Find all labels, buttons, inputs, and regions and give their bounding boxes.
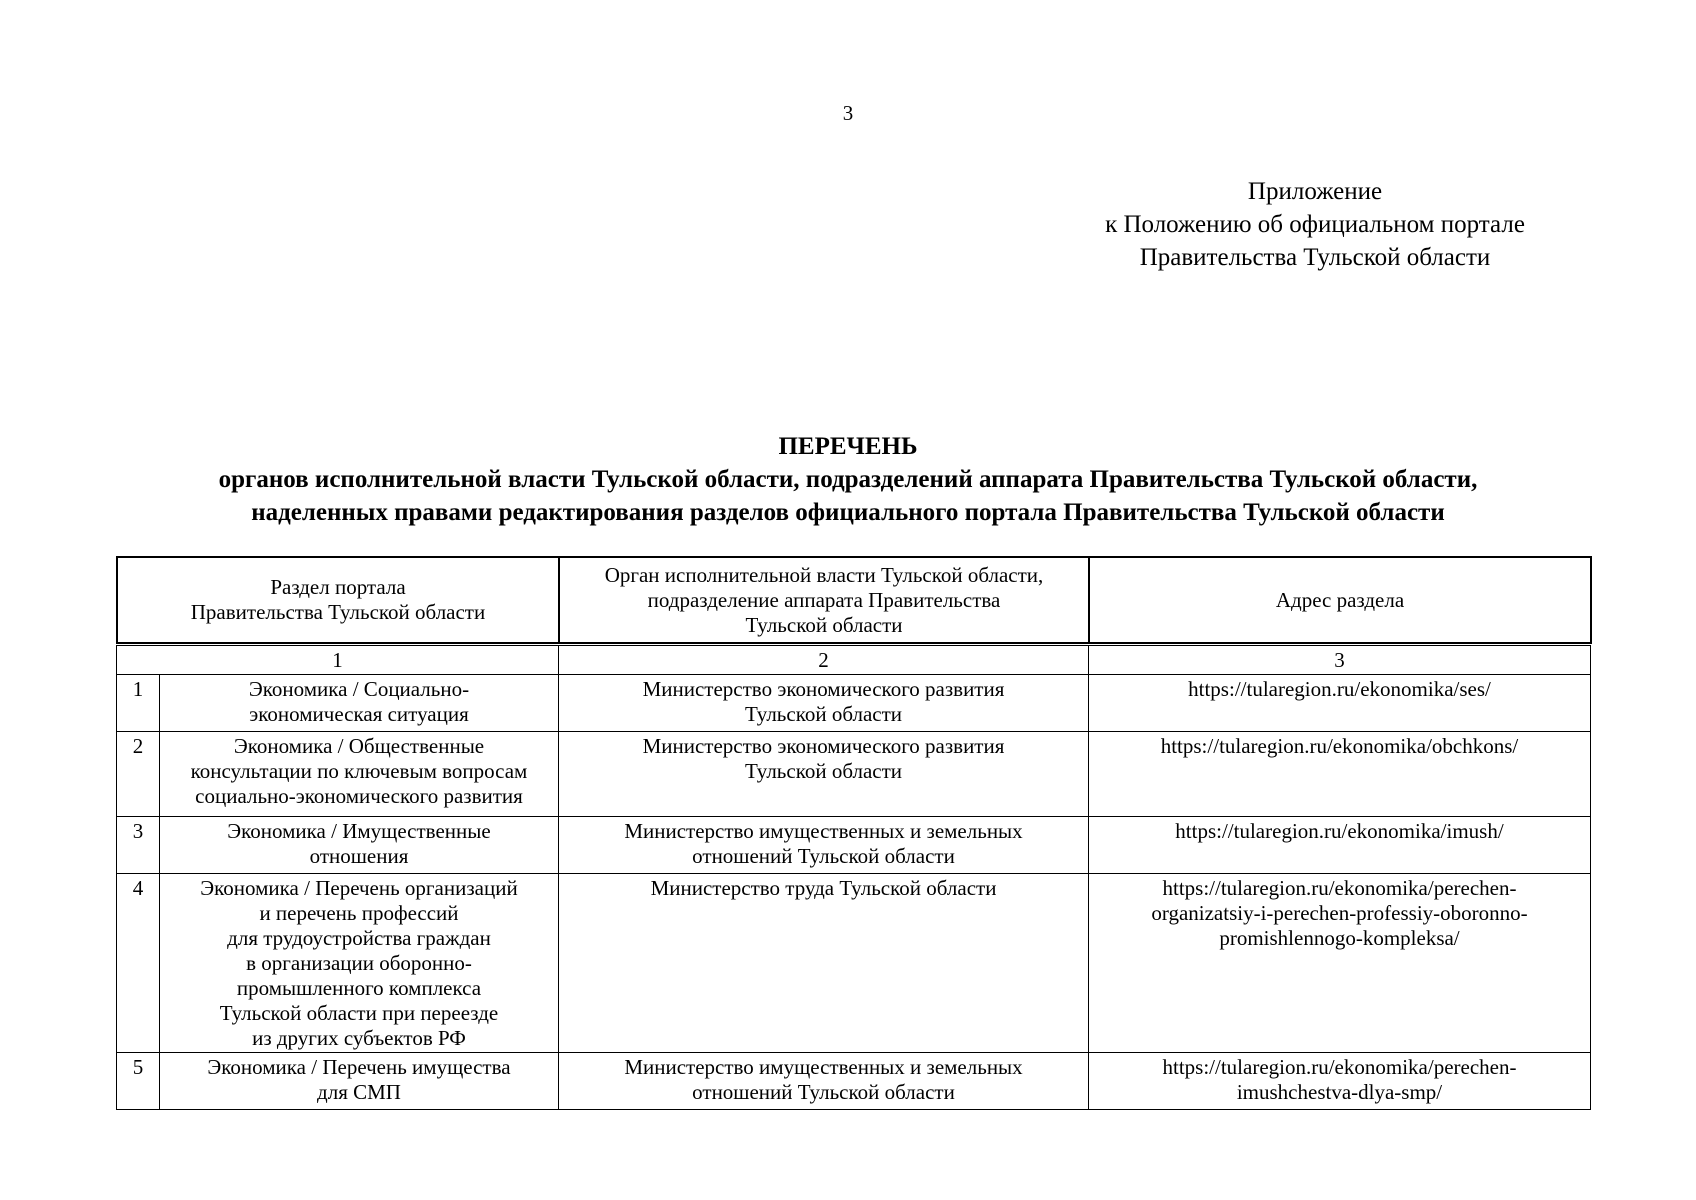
- row-number: 2: [117, 732, 160, 817]
- row-address: https://tularegion.ru/ekonomika/perechen- organizatsiy-i-perechen-professiy-oboronno- promishlennogo-kompleksa/: [1089, 874, 1591, 1053]
- row-address: https://tularegion.ru/ekonomika/ses/: [1089, 675, 1591, 732]
- header-address: Адрес раздела: [1089, 557, 1591, 643]
- column-number: 2: [559, 646, 1089, 675]
- row-number: 1: [117, 675, 160, 732]
- row-address: https://tularegion.ru/ekonomika/obchkons/: [1089, 732, 1591, 817]
- table-row: [117, 732, 1591, 817]
- row-body: Министерство экономического развития Тульской области: [559, 732, 1089, 817]
- column-number: 1: [117, 646, 559, 675]
- row-body: Министерство имущественных и земельных отношений Тульской области: [559, 817, 1089, 874]
- document-title: [0, 430, 1696, 529]
- header-body: Орган исполнительной власти Тульской области, подразделение аппарата Правительства Тульской области: [559, 557, 1089, 643]
- title-line: наделенных правами редактирования разделов официального портала Правительства Тульской области: [251, 499, 1445, 526]
- row-section: Экономика / Общественные консультации по ключевым вопросам социально-экономического развития: [160, 732, 559, 817]
- row-section: Экономика / Социально- экономическая ситуация: [160, 675, 559, 732]
- column-number: 3: [1089, 646, 1591, 675]
- row-number: 4: [117, 874, 160, 1053]
- title-heading: ПЕРЕЧЕНЬ: [778, 433, 918, 460]
- data-table: [116, 645, 1591, 1110]
- table-row: [117, 1053, 1591, 1110]
- row-address: https://tularegion.ru/ekonomika/perechen- imushchestva-dlya-smp/: [1089, 1053, 1591, 1110]
- appendix-line: к Положению об официальном портале: [1105, 211, 1525, 238]
- row-number: 5: [117, 1053, 160, 1110]
- table-row: [117, 817, 1591, 874]
- appendix-line: Правительства Тульской области: [1139, 244, 1491, 271]
- row-section: Экономика / Перечень имущества для СМП: [160, 1053, 559, 1110]
- row-number: 3: [117, 817, 160, 874]
- row-body: Министерство имущественных и земельных отношений Тульской области: [559, 1053, 1089, 1110]
- row-section: Экономика / Имущественные отношения: [160, 817, 559, 874]
- page-number: 3: [842, 101, 854, 125]
- table-row: [117, 874, 1591, 1053]
- title-line: органов исполнительной власти Тульской области, подразделений аппарата Правительства Тульской области,: [218, 466, 1478, 493]
- row-body: Министерство экономического развития Тульской области: [559, 675, 1089, 732]
- column-number-row: [117, 646, 1591, 675]
- table-header: [116, 556, 1592, 644]
- header-section: Раздел портала Правительства Тульской области: [117, 557, 559, 643]
- row-body: Министерство труда Тульской области: [559, 874, 1089, 1053]
- table-row: [117, 675, 1591, 732]
- appendix-line: Приложение: [1247, 178, 1383, 205]
- row-section: Экономика / Перечень организаций и перечень профессий для трудоустройства граждан в организации оборонно- промышленного комплекса Тульской области при переезде из других субъектов РФ: [160, 874, 559, 1053]
- row-address: https://tularegion.ru/ekonomika/imush/: [1089, 817, 1591, 874]
- appendix-note: [1040, 175, 1590, 274]
